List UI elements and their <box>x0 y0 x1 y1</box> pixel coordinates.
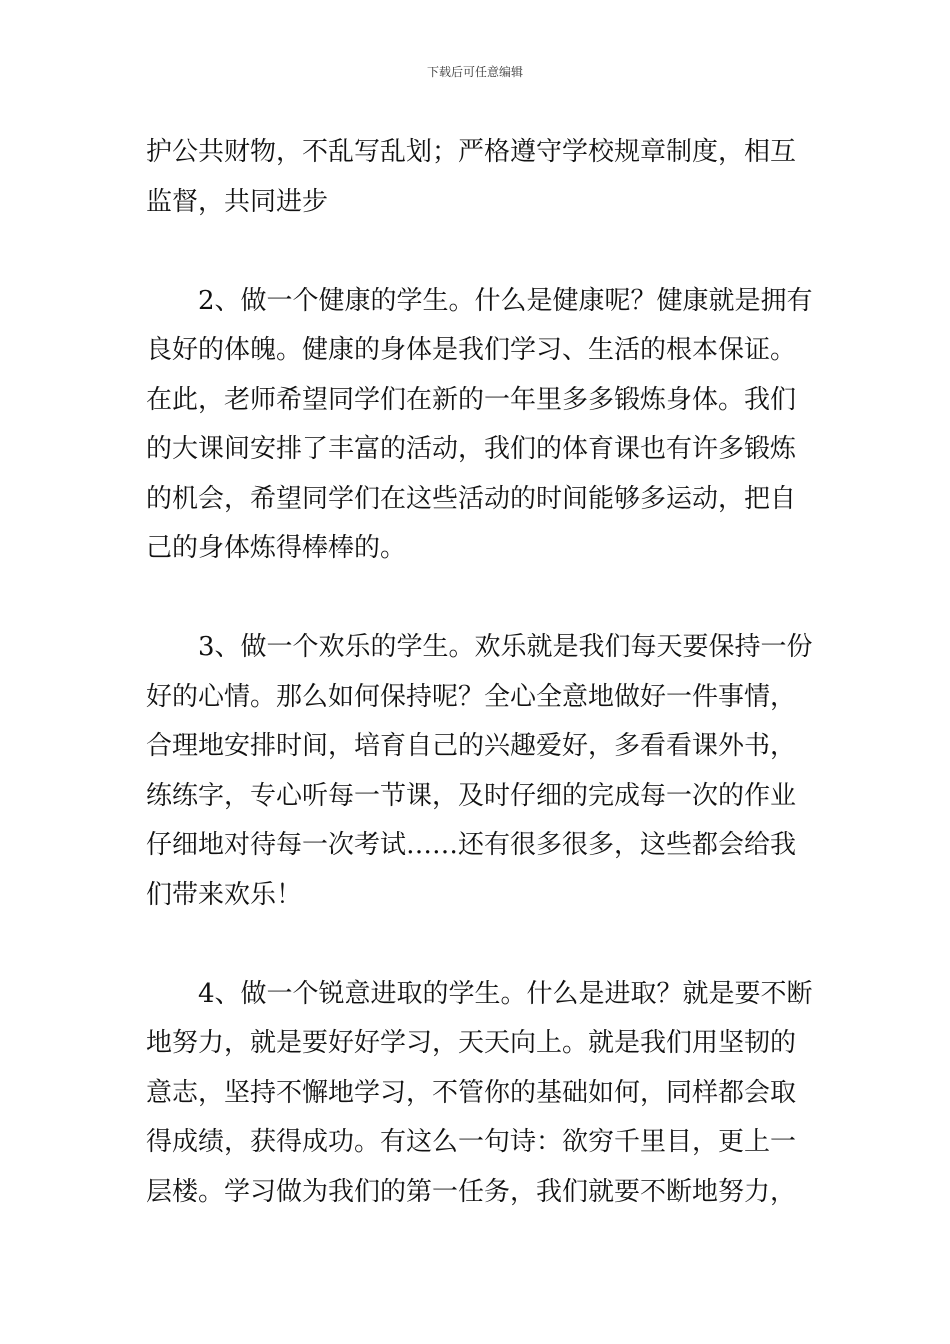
document-body <box>146 128 816 1217</box>
paragraph-happy-student: 3、做一个欢乐的学生。欢乐就是我们每天要保持一份 好的心情。那么如何保持呢？全心全意地做好一件事情， 合理地安排时间，培育自己的兴趣爱好，多看看课外书， 练练字，专心听每一节课，及时仔细的完成每一次的作业 仔细地对待每一次考试……还有很多很多，这些都会给我 们带来欢乐！ <box>146 632 813 910</box>
page-header-note: 下载后可任意编辑 <box>426 65 523 79</box>
paragraph-continuation: 护公共财物，不乱写乱划；严格遵守学校规章制度，相互 监督，共同进步 <box>146 137 797 217</box>
paragraph-healthy-student: 2、做一个健康的学生。什么是健康呢？健康就是拥有 良好的体魄。健康的身体是我们学习、生活的根本保证。 在此，老师希望同学们在新的一年里多多锻炼身体。我们 的大课间安排了丰富的活动，我们的体育课也有许多锻炼 的机会，希望同学们在这些活动的时间能够多运动，把自 己的身体炼得棒棒的。 <box>146 285 813 563</box>
paragraph-enterprising-student: 4、做一个锐意进取的学生。什么是进取？就是要不断 地努力，就是要好好学习，天天向上。就是我们用坚韧的 意志，坚持不懈地学习，不管你的基础如何，同样都会取 得成绩，获得成功。有这么一句诗：欲穷千里目，更上一 层楼。学习做为我们的第一任务，我们就要不断地努力， <box>146 978 813 1207</box>
